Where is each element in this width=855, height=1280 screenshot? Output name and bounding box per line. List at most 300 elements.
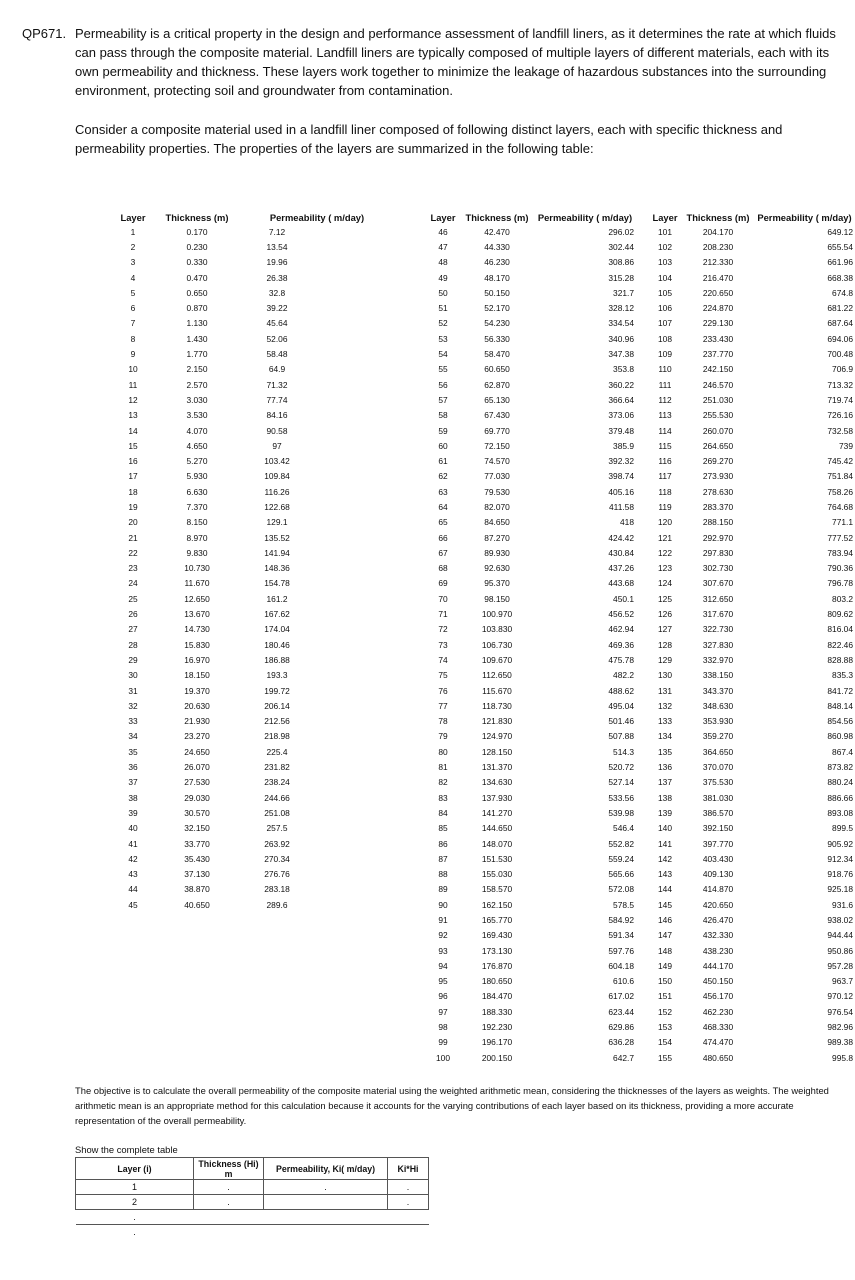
layer-cell: 36	[128, 762, 138, 773]
layer-cell: 96	[438, 991, 448, 1002]
layer-cell: 117	[658, 471, 672, 482]
thickness-cell: 109.670	[481, 654, 513, 665]
table-row	[426, 866, 636, 881]
permeability-cell: 886.66	[827, 792, 853, 803]
layer-cell: 73	[438, 639, 448, 650]
spacer-cell	[314, 545, 394, 560]
permeability-cell: 739	[839, 440, 853, 451]
layer-cell: 33	[128, 716, 138, 727]
thickness-cell: 84.650	[484, 517, 510, 528]
thickness-cell: 20.630	[184, 700, 210, 711]
table-row	[426, 423, 636, 438]
table-row	[112, 469, 394, 484]
thickness-cell: 364.650	[702, 746, 734, 757]
permeability-cell: 424.42	[608, 532, 634, 543]
thickness-cell: 229.130	[702, 318, 734, 329]
table-row	[426, 224, 636, 239]
layer-cell: 22	[128, 547, 138, 558]
thickness-cell: 233.430	[702, 333, 734, 344]
table-row	[426, 316, 636, 331]
layer-cell: 50	[438, 287, 448, 298]
thickness-cell: 392.150	[702, 823, 734, 834]
thickness-cell: 4.070	[186, 425, 208, 436]
layer-table-2	[426, 210, 636, 1065]
permeability-cell: 629.86	[608, 1022, 634, 1033]
permeability-cell: 783.94	[827, 547, 853, 558]
thickness-cell: 0.870	[186, 303, 208, 314]
thickness-cell: 27.530	[184, 777, 210, 788]
layer-cell: 40	[128, 823, 138, 834]
table-row	[426, 576, 636, 591]
layer-cell: 49	[438, 272, 448, 283]
thickness-cell: 5.930	[186, 471, 208, 482]
permeability-cell: 334.54	[608, 318, 634, 329]
spacer-cell	[314, 866, 394, 881]
thickness-cell: 184.470	[481, 991, 513, 1002]
table-row	[426, 1019, 636, 1034]
thickness-cell: 370.070	[702, 762, 734, 773]
table-row	[426, 331, 636, 346]
permeability-cell: 405.16	[608, 486, 634, 497]
permeability-cell: 982.96	[827, 1022, 853, 1033]
permeability-cell: 379.48	[608, 425, 634, 436]
layer-cell: 27	[128, 624, 138, 635]
thickness-cell: 118.730	[482, 700, 512, 711]
table-row	[426, 637, 636, 652]
table-row	[648, 637, 855, 652]
spacer-cell	[314, 729, 394, 744]
table-row	[112, 744, 394, 759]
permeability-cell: 340.96	[608, 333, 634, 344]
permeability-cell: 353.8	[613, 364, 634, 375]
permeability-cell: 39.22	[266, 303, 288, 314]
answer-cell	[388, 1225, 429, 1240]
table-row	[648, 652, 855, 667]
permeability-cell: 719.74	[827, 394, 853, 405]
permeability-cell: 809.62	[827, 609, 853, 620]
table-row	[426, 714, 636, 729]
spacer-cell	[314, 698, 394, 713]
thickness-cell: 15.830	[184, 639, 210, 650]
spacer-cell	[314, 714, 394, 729]
permeability-cell: 84.16	[266, 410, 288, 421]
table-row	[426, 652, 636, 667]
table-row	[112, 499, 394, 514]
table-row	[648, 974, 855, 989]
layer-cell: 5	[130, 287, 136, 298]
thickness-cell: 0.170	[186, 226, 208, 237]
thickness-cell: 23.270	[184, 731, 210, 742]
spacer-cell	[314, 637, 394, 652]
layer-cell: 88	[438, 869, 448, 880]
thickness-cell: 155.030	[481, 869, 513, 880]
table-row	[648, 224, 855, 239]
table-row	[426, 974, 636, 989]
permeability-cell: 289.6	[266, 899, 288, 910]
table-row	[426, 377, 636, 392]
permeability-cell: 796.78	[827, 578, 853, 589]
permeability-cell: 430.84	[608, 547, 634, 558]
thickness-cell: 165.770	[481, 915, 513, 925]
permeability-cell: 700.48	[827, 349, 853, 360]
spacer-cell	[314, 392, 394, 407]
permeability-cell: 552.82	[608, 838, 634, 849]
permeability-cell: 713.32	[827, 379, 853, 390]
layer-cell: 102	[658, 241, 672, 252]
table-row	[426, 897, 636, 912]
permeability-cell: 610.6	[613, 976, 634, 987]
permeability-cell: 276.76	[264, 869, 290, 880]
permeability-cell: 655.54	[827, 241, 853, 252]
answer-header-permeability: Permeability, Ki( m/day)	[264, 1158, 388, 1180]
layer-cell: 44	[128, 884, 138, 895]
table-row	[648, 1019, 855, 1034]
permeability-cell: 443.68	[608, 578, 634, 589]
thickness-cell: 103.830	[481, 624, 513, 635]
layer-cell: 10	[128, 364, 138, 375]
permeability-cell: 328.12	[608, 303, 634, 314]
layer-cell: 19	[128, 501, 138, 512]
layer-cell: 151	[658, 991, 672, 1002]
table-row	[112, 270, 394, 285]
spacer-cell	[314, 821, 394, 836]
thickness-cell: 0.650	[186, 287, 208, 298]
table-row	[112, 316, 394, 331]
thickness-cell: 403.430	[702, 853, 734, 864]
col-header-permeability: Permeability ( m/day)	[757, 211, 852, 223]
thickness-cell: 95.370	[484, 578, 510, 589]
permeability-cell: 167.62	[264, 609, 290, 620]
layer-cell: 139	[658, 807, 672, 818]
layer-cell: 58	[438, 410, 448, 421]
thickness-cell: 92.630	[484, 563, 510, 574]
spacer-cell	[314, 362, 394, 377]
table-row	[426, 346, 636, 361]
layer-cell: 80	[438, 746, 448, 757]
layer-cell: 85	[438, 823, 448, 834]
layer-cell: 29	[128, 654, 138, 665]
thickness-cell: 242.150	[702, 364, 734, 375]
table-row	[112, 362, 394, 377]
spacer-cell	[314, 561, 394, 576]
thickness-cell: 46.230	[484, 257, 510, 268]
permeability-cell: 565.66	[608, 869, 634, 880]
thickness-cell: 18.150	[184, 670, 210, 681]
layer-cell: 125	[658, 593, 672, 604]
layer-cell: 2	[130, 241, 136, 252]
table-row	[648, 683, 855, 698]
table-row	[112, 515, 394, 530]
thickness-cell: 7.370	[186, 501, 208, 512]
thickness-cell: 292.970	[702, 532, 734, 543]
layer-cell: 74	[438, 654, 448, 665]
thickness-cell: 297.830	[702, 547, 734, 558]
thickness-cell: 48.170	[484, 272, 510, 283]
thickness-cell: 251.030	[702, 394, 734, 405]
thickness-cell: 381.030	[702, 792, 734, 803]
layer-cell: 154	[658, 1037, 672, 1048]
spacer-cell	[314, 285, 394, 300]
thickness-cell: 8.150	[186, 517, 208, 528]
permeability-cell: 706.9	[832, 364, 853, 375]
table-row	[112, 652, 394, 667]
layer-cell: 77	[438, 700, 448, 711]
spacer-cell	[314, 484, 394, 499]
permeability-cell: 822.46	[827, 639, 853, 650]
layer-table-1	[112, 210, 394, 912]
permeability-cell: 995.8	[832, 1052, 853, 1063]
table-row	[112, 729, 394, 744]
permeability-cell: 873.82	[827, 762, 853, 773]
table-row	[648, 316, 855, 331]
permeability-cell: 597.76	[608, 945, 634, 956]
table-row	[112, 698, 394, 713]
layer-cell: 145	[658, 899, 672, 910]
answer-cell: .	[194, 1180, 264, 1195]
thickness-cell: 348.630	[702, 700, 734, 711]
thickness-cell: 237.770	[702, 349, 734, 360]
question-consider: Consider a composite material used in a landfill liner composed of following distinct layers, each with specific thickness and permeability properties. The properties of the layers are summarized in the following table:	[75, 122, 783, 156]
layer-cell: 148	[658, 945, 672, 956]
permeability-cell: 880.24	[827, 777, 853, 788]
thickness-cell: 3.030	[186, 394, 208, 405]
permeability-cell: 893.08	[827, 807, 853, 818]
layer-cell: 59	[438, 425, 448, 436]
table-row	[426, 239, 636, 254]
spacer-cell	[314, 423, 394, 438]
permeability-cell: 462.94	[608, 624, 634, 635]
table-row	[426, 622, 636, 637]
table-row	[112, 591, 394, 606]
thickness-cell: 273.930	[702, 471, 734, 482]
thickness-cell: 196.170	[481, 1037, 513, 1048]
layer-cell: 11	[128, 379, 138, 390]
table-row	[648, 866, 855, 881]
layer-cell: 34	[128, 731, 138, 742]
permeability-cell: 604.18	[608, 960, 634, 971]
thickness-cell: 54.230	[484, 318, 510, 329]
thickness-cell: 13.670	[184, 609, 210, 620]
table-row	[112, 545, 394, 560]
permeability-cell: 803.2	[832, 593, 853, 604]
layer-cell: 79	[438, 731, 448, 742]
answer-row	[76, 1180, 429, 1195]
table-row	[112, 866, 394, 881]
table-row	[112, 561, 394, 576]
spacer-cell	[314, 499, 394, 514]
permeability-cell: 963.7	[832, 976, 853, 987]
layer-cell: 81	[438, 762, 448, 773]
table-row	[426, 821, 636, 836]
permeability-cell: 475.78	[608, 654, 634, 665]
layer-cell: 65	[438, 517, 448, 528]
layer-cell: 144	[658, 884, 672, 895]
layer-cell: 124	[658, 578, 672, 589]
table-row	[426, 928, 636, 943]
thickness-cell: 33.770	[184, 838, 210, 849]
layer-cell: 116	[658, 456, 672, 467]
permeability-cell: 7.12	[268, 226, 286, 237]
layer-cell: 118	[658, 486, 672, 497]
answer-cell: .	[388, 1195, 429, 1210]
table-row	[426, 591, 636, 606]
permeability-cell: 957.28	[827, 960, 853, 971]
permeability-cell: 418	[620, 517, 634, 528]
thickness-cell: 327.830	[702, 639, 734, 650]
thickness-cell: 38.870	[184, 884, 210, 895]
layer-cell: 24	[128, 578, 138, 589]
thickness-cell: 9.830	[186, 547, 208, 558]
thickness-cell: 2.570	[186, 379, 208, 390]
layer-cell: 9	[130, 349, 136, 360]
table-row	[648, 1050, 855, 1065]
thickness-cell: 100.970	[481, 609, 513, 620]
layer-cell: 7	[130, 318, 136, 329]
thickness-cell: 375.530	[702, 777, 734, 788]
table-row	[648, 423, 855, 438]
thickness-cell: 134.630	[481, 777, 513, 788]
thickness-cell: 359.270	[702, 731, 734, 742]
permeability-cell: 97	[272, 440, 282, 451]
thickness-cell: 169.430	[481, 930, 513, 941]
permeability-cell: 32.8	[268, 287, 286, 298]
thickness-cell: 19.370	[184, 685, 210, 696]
table-row	[648, 958, 855, 973]
permeability-cell: 270.34	[264, 853, 290, 864]
permeability-cell: 636.28	[608, 1037, 634, 1048]
table-row	[426, 606, 636, 621]
table-row	[648, 836, 855, 851]
table-row	[648, 438, 855, 453]
table-row	[112, 683, 394, 698]
spacer-cell	[314, 882, 394, 897]
table-row	[648, 821, 855, 836]
table-row	[112, 239, 394, 254]
table-row	[426, 392, 636, 407]
thickness-cell: 29.030	[184, 792, 210, 803]
answer-row	[76, 1195, 429, 1210]
spacer-cell	[314, 775, 394, 790]
permeability-cell: 507.88	[608, 731, 634, 742]
spacer-cell	[314, 316, 394, 331]
layer-cell: 8	[130, 333, 136, 344]
table-row	[112, 423, 394, 438]
permeability-cell: 77.74	[266, 394, 288, 405]
table-row	[426, 255, 636, 270]
permeability-cell: 777.52	[827, 532, 853, 543]
table-row	[648, 484, 855, 499]
table-row	[426, 469, 636, 484]
spacer-cell	[314, 453, 394, 468]
layer-cell: 71	[438, 609, 448, 620]
table-row	[426, 515, 636, 530]
spacer-cell	[314, 652, 394, 667]
thickness-cell: 288.150	[702, 517, 734, 528]
permeability-cell: 321.7	[613, 287, 634, 298]
table-row	[648, 943, 855, 958]
answer-cell	[264, 1210, 388, 1225]
layer-cell: 15	[128, 440, 138, 451]
layer-cell: 68	[438, 563, 448, 574]
permeability-cell: 174.04	[264, 624, 290, 635]
thickness-cell: 87.270	[484, 532, 510, 543]
layer-cell: 51	[438, 303, 448, 314]
table-row	[648, 530, 855, 545]
thickness-cell: 21.930	[184, 716, 210, 727]
thickness-cell: 52.170	[484, 303, 510, 314]
table-row	[112, 484, 394, 499]
layer-cell: 53	[438, 333, 448, 344]
permeability-cell: 437.26	[608, 563, 634, 574]
layer-cell: 93	[438, 945, 448, 956]
table-row	[648, 499, 855, 514]
layer-cell: 20	[128, 517, 138, 528]
answer-cell: .	[76, 1210, 194, 1225]
col-header-thickness: Thickness (m)	[686, 211, 750, 223]
permeability-cell: 308.86	[608, 257, 634, 268]
layer-cell: 112	[658, 394, 672, 405]
permeability-cell: 758.26	[827, 486, 853, 497]
layer-cell: 126	[658, 609, 672, 620]
answer-cell	[194, 1225, 264, 1240]
layer-cell: 55	[438, 364, 448, 375]
permeability-cell: 668.38	[827, 272, 853, 283]
thickness-cell: 414.870	[702, 884, 734, 895]
permeability-cell: 860.98	[827, 731, 853, 742]
permeability-cell: 206.14	[264, 700, 290, 711]
thickness-cell: 16.970	[184, 654, 210, 665]
spacer-cell	[314, 851, 394, 866]
layer-cell: 92	[438, 930, 448, 941]
layer-cell: 25	[128, 593, 138, 604]
table-row	[426, 1035, 636, 1050]
thickness-cell: 0.470	[186, 272, 208, 283]
col-header-layer: Layer	[430, 211, 456, 223]
thickness-cell: 137.930	[481, 792, 513, 803]
permeability-cell: 251.08	[264, 807, 290, 818]
permeability-cell: 642.7	[613, 1052, 634, 1063]
table-row	[426, 882, 636, 897]
answer-cell: 1	[76, 1180, 194, 1195]
thickness-cell: 204.170	[702, 226, 734, 237]
thickness-cell: 420.650	[702, 899, 734, 910]
table-row	[112, 821, 394, 836]
col-header-layer: Layer	[652, 211, 678, 223]
thickness-cell: 44.330	[484, 241, 510, 252]
layer-cell: 37	[128, 777, 138, 788]
thickness-cell: 332.970	[702, 654, 734, 665]
thickness-cell: 50.150	[484, 287, 510, 298]
layer-cell: 87	[438, 853, 448, 864]
answer-cell	[194, 1210, 264, 1225]
answer-cell: .	[264, 1180, 388, 1195]
spacer-cell	[314, 790, 394, 805]
thickness-cell: 278.630	[702, 486, 734, 497]
layer-cell: 109	[658, 349, 672, 360]
thickness-cell: 180.650	[481, 976, 513, 987]
spacer-cell	[314, 759, 394, 774]
layer-cell: 4	[130, 272, 136, 283]
thickness-cell: 106.730	[481, 639, 513, 650]
permeability-cell: 347.38	[608, 349, 634, 360]
layer-cell: 123	[658, 563, 672, 574]
spacer-cell	[314, 591, 394, 606]
table-row	[426, 912, 636, 927]
table-row	[426, 408, 636, 423]
table-row	[112, 453, 394, 468]
table-row	[648, 408, 855, 423]
table-row	[112, 285, 394, 300]
